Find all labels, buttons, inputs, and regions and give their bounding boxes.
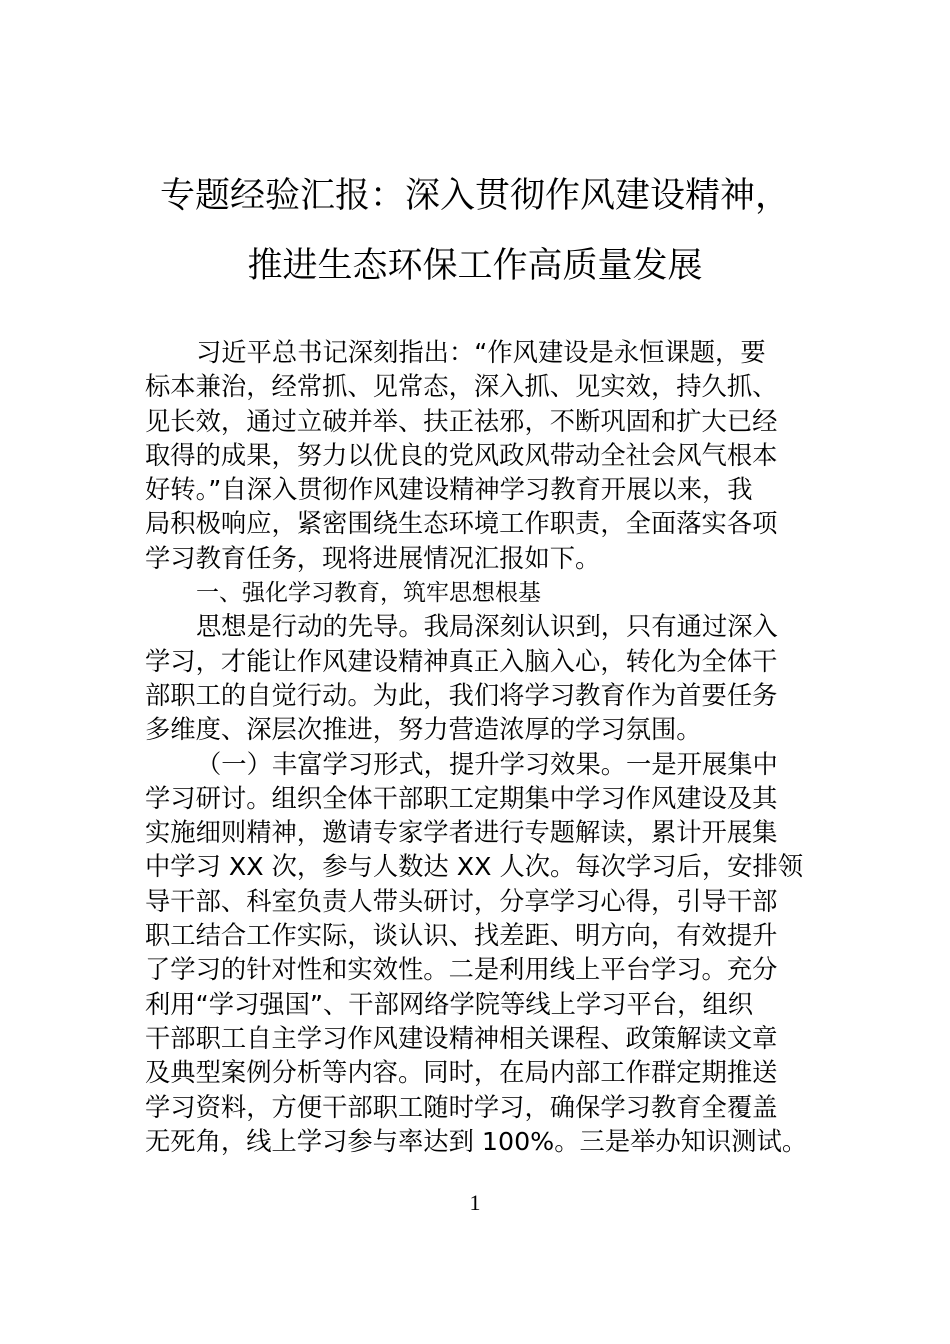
document-title-line-1: 专题经验汇报：深入贯彻作风建设精神，	[159, 176, 790, 216]
body-line: 见长效，通过立破并举、扶正祛邪，不断巩固和扩大已经	[145, 406, 778, 436]
body-line: 部职工的自觉行动。为此，我们将学习教育作为首要任务	[145, 680, 778, 710]
document-title-line-2: 推进生态环保工作高质量发展	[247, 246, 703, 286]
body-line: 取得的成果，努力以优良的党风政风带动全社会风气根本	[145, 440, 778, 470]
body-line: 干部职工自主学习作风建设精神相关课程、政策解读文章	[145, 1023, 778, 1053]
body-line: 了学习的针对性和实效性。二是利用线上平台学习。充分	[145, 955, 778, 985]
body-line: 中学习 XX 次，参与人数达 XX 人次。每次学习后，安排领	[145, 852, 804, 882]
body-line: 习近平总书记深刻指出：“作风建设是永恒课题，要	[196, 338, 766, 367]
body-line: 无死角，线上学习参与率达到 100%。三是举办知识测试。	[145, 1126, 808, 1156]
body-line: 及典型案例分析等内容。同时，在局内部工作群定期推送	[145, 1058, 778, 1088]
body-line: 学习研讨。组织全体干部职工定期集中学习作风建设及其	[145, 783, 778, 813]
body-line: 好转。”自深入贯彻作风建设精神学习教育开展以来，我	[145, 475, 753, 505]
body-line: 导干部、科室负责人带头研讨，分享学习心得，引导干部	[145, 886, 778, 916]
body-line: 多维度、深层次推进，努力营造浓厚的学习氛围。	[145, 715, 702, 745]
body-line: 思想是行动的先导。我局深刻认识到，只有通过深入	[196, 612, 778, 642]
body-line: 实施细则精神，邀请专家学者进行专题解读，累计开展集	[145, 818, 778, 848]
page-number: 1	[469, 1190, 481, 1215]
body-line: 学习资料，方便干部职工随时学习，确保学习教育全覆盖	[145, 1092, 778, 1122]
body-line: 标本兼治，经常抓、见常态，深入抓、见实效，持久抓、	[145, 372, 778, 402]
body-line: 局积极响应，紧密围绕生态环境工作职责，全面落实各项	[145, 509, 778, 539]
body-line: 利用“学习强国”、干部网络学院等线上学习平台，组织	[145, 989, 754, 1019]
body-line: 职工结合工作实际，谈认识、找差距、明方向，有效提升	[145, 921, 778, 951]
section-heading: 一、强化学习教育，筑牢思想根基	[196, 580, 541, 607]
document-body	[145, 336, 815, 1159]
body-line: 学习教育任务，现将进展情况汇报如下。	[145, 543, 601, 573]
body-line: （一）丰富学习形式，提升学习效果。一是开展集中	[196, 749, 778, 779]
body-line: 学习，才能让作风建设精神真正入脑入心，转化为全体干	[145, 646, 778, 676]
